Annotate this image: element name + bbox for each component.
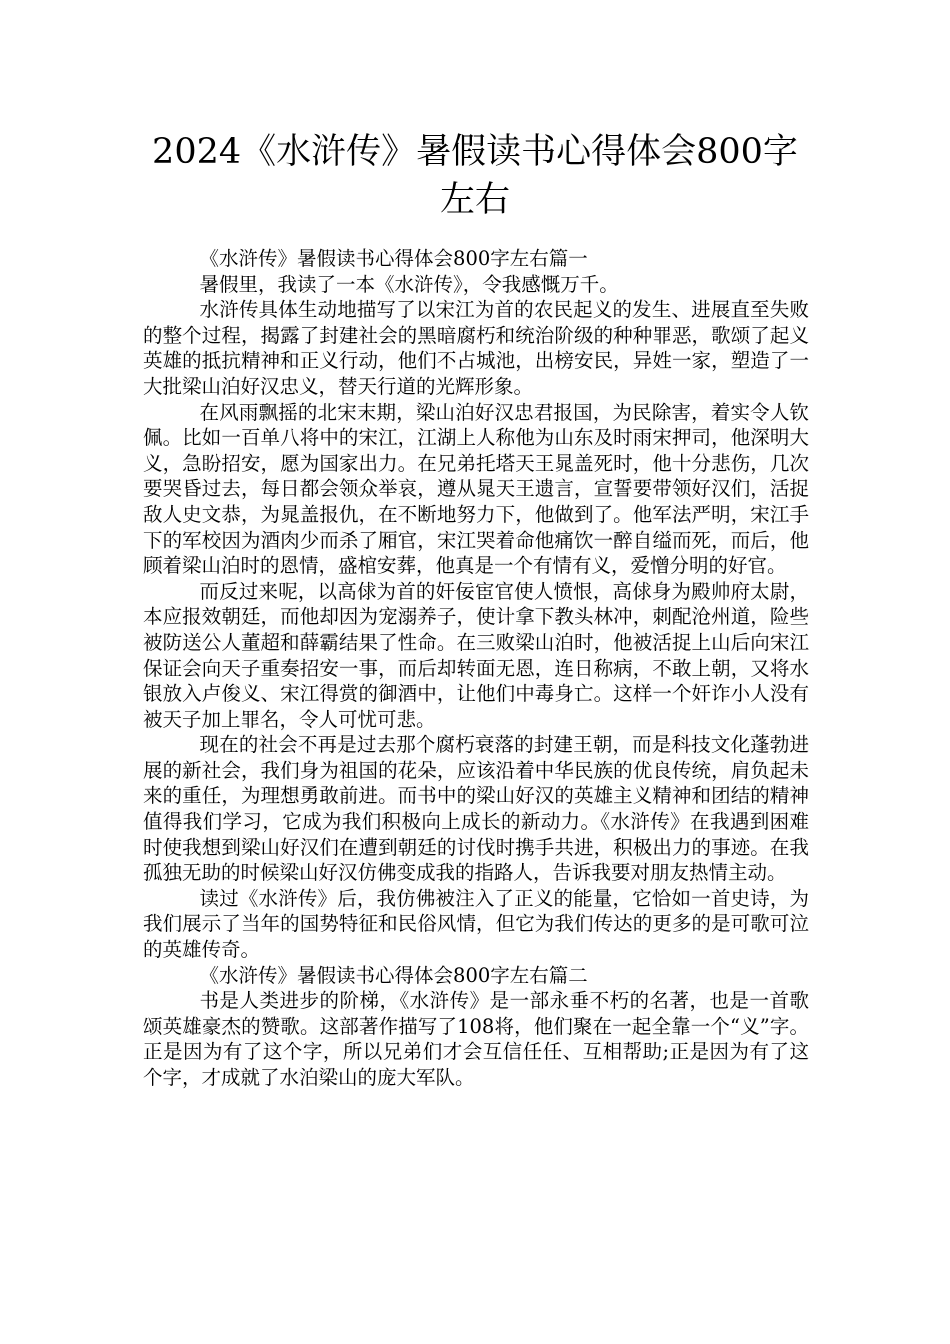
paragraph: 而反过来呢，以高俅为首的奸佞宦官使人愤恨，高俅身为殿帅府太尉，本应报效朝廷，而他却因为宠溺养子，使计拿下教头林冲，刺配沧州道，险些被防送公人董超和薛霸结果了性命。在三败梁山泊时，他被活捉上山后向宋江保证会向天子重奏招安一事，而后却转面无恩，连日称病，不敢上朝，又将水银放入卢俊义、宋江得赏的御酒中，让他们中毒身亡。这样一个奸诈小人没有被天子加上罪名，令人可忧可悲。 — [143, 579, 809, 731]
document-body — [143, 246, 809, 1091]
paragraph: 现在的社会不再是过去那个腐朽衰落的封建王朝，而是科技文化蓬勃进展的新社会，我们身为祖国的花朵，应该沿着中华民族的优良传统，肩负起未来的重任，为理想勇敢前进。而书中的梁山好汉的英雄主义精神和团结的精神值得我们学习，它成为我们积极向上成长的新动力。《水浒传》在我遇到困难时使我想到梁山好汉们在遭到朝廷的讨伐时携手共进，积极出力的事迹。在我孤独无助的时候梁山好汉仿佛变成我的指路人，告诉我要对朋友热情主动。 — [143, 733, 809, 885]
section-heading-2: 《水浒传》暑假读书心得体会800字左右篇二 — [199, 963, 588, 987]
paragraph: 读过《水浒传》后，我仿佛被注入了正义的能量，它恰如一首史诗，为我们展示了当年的国势特征和民俗风情，但它为我们传达的更多的是可歌可泣的英雄传奇。 — [143, 886, 809, 962]
paragraph: 水浒传具体生动地描写了以宋江为首的农民起义的发生、进展直至失败的整个过程，揭露了封建社会的黑暗腐朽和统治阶级的种种罪恶，歌颂了起义英雄的抵抗精神和正义行动，他们不占城池，出榜安民，异姓一家，塑造了一大批梁山泊好汉忠义，替天行道的光辉形象。 — [143, 298, 809, 398]
title-line-2: 左右 — [439, 180, 510, 220]
paragraph: 暑假里，我读了一本《水浒传》，令我感慨万千。 — [199, 272, 619, 296]
paragraph: 在风雨飘摇的北宋末期，梁山泊好汉忠君报国，为民除害，着实令人钦佩。比如一百单八将中的宋江，江湖上人称他为山东及时雨宋押司，他深明大义，急盼招安，愿为国家出力。在兄弟托塔天王晁盖死时，他十分悲伤，几次要哭昏过去，每日都会领众举哀，遵从晁天王遗言，宣誓要带领好汉们，活捉敌人史文恭，为晁盖报仇，在不断地努力下，他做到了。他军法严明，宋江手下的军校因为酒肉少而杀了厢官，宋江哭着命他痛饮一醉自缢而死，而后，他顾着梁山泊时的恩情，盛棺安葬，他真是一个有情有义，爱憎分明的好官。 — [143, 400, 809, 578]
title-line-1: 2024《水浒传》暑假读书心得体会800字 — [152, 132, 798, 172]
section-heading-1: 《水浒传》暑假读书心得体会800字左右篇一 — [199, 247, 588, 270]
document-title — [100, 128, 850, 224]
paragraph: 书是人类进步的阶梯，《水浒传》是一部永垂不朽的名著，也是一首歌颂英雄豪杰的赞歌。这部著作描写了108将，他们聚在一起全靠一个“义”字。正是因为有了这个字，所以兄弟们才会互信任任、互相帮助;正是因为有了这个字，才成就了水泊梁山的庞大军队。 — [143, 989, 809, 1089]
